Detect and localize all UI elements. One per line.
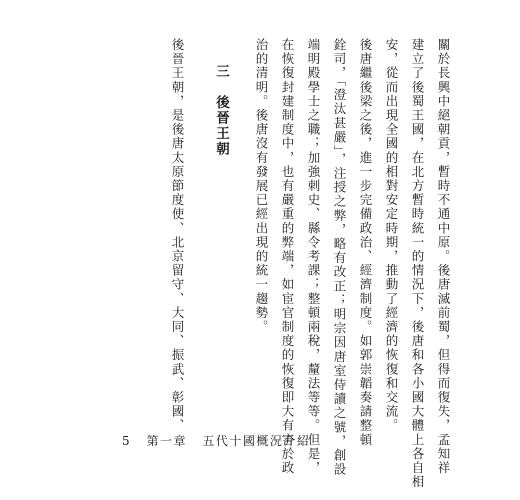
page-number: 5 bbox=[122, 434, 132, 448]
text-column: 銓司，「澄汰甚嚴」，注授之弊，略有改正；明宗因唐室侍讀之號，創設 bbox=[332, 38, 347, 477]
text-column: 後唐繼後梁之後，進一步完備政治、經濟制度。如郭崇韜奏請整頓 bbox=[358, 38, 373, 447]
page-footer bbox=[122, 432, 320, 449]
text-column: 後晉王朝，是後唐太原節度使、北京留守、大同、振武、彰國、 bbox=[170, 38, 185, 433]
chapter-label: 第一章 bbox=[146, 434, 187, 448]
text-column: 安，從而出現全國的相對安定時期，推動了經濟的恢復和交流。 bbox=[384, 38, 399, 433]
text-column: 建立了後蜀王國，在北方暫時統一的情況下，後唐和各小國大體上各自相 bbox=[410, 38, 425, 490]
text-column: 關於長興中絕朝貢，暫時不通中原。後唐滅前蜀，但得而復失，孟知祥 bbox=[436, 38, 451, 476]
section-heading: 三 後晉王朝 bbox=[213, 64, 229, 157]
text-column: 端明殿學士之職；加強刺史、縣令考課；整頓兩稅，釐法等等。但是， bbox=[306, 38, 321, 476]
chapter-title: 五代十國概況介紹 bbox=[202, 434, 311, 448]
text-column: 在恢復封建制度中，也有嚴重的弊端，如宦官制度的恢復即大有害於政 bbox=[280, 38, 295, 476]
text-column: 治的清明。後唐沒有發展已經出現的統一趨勢。 bbox=[254, 38, 269, 335]
